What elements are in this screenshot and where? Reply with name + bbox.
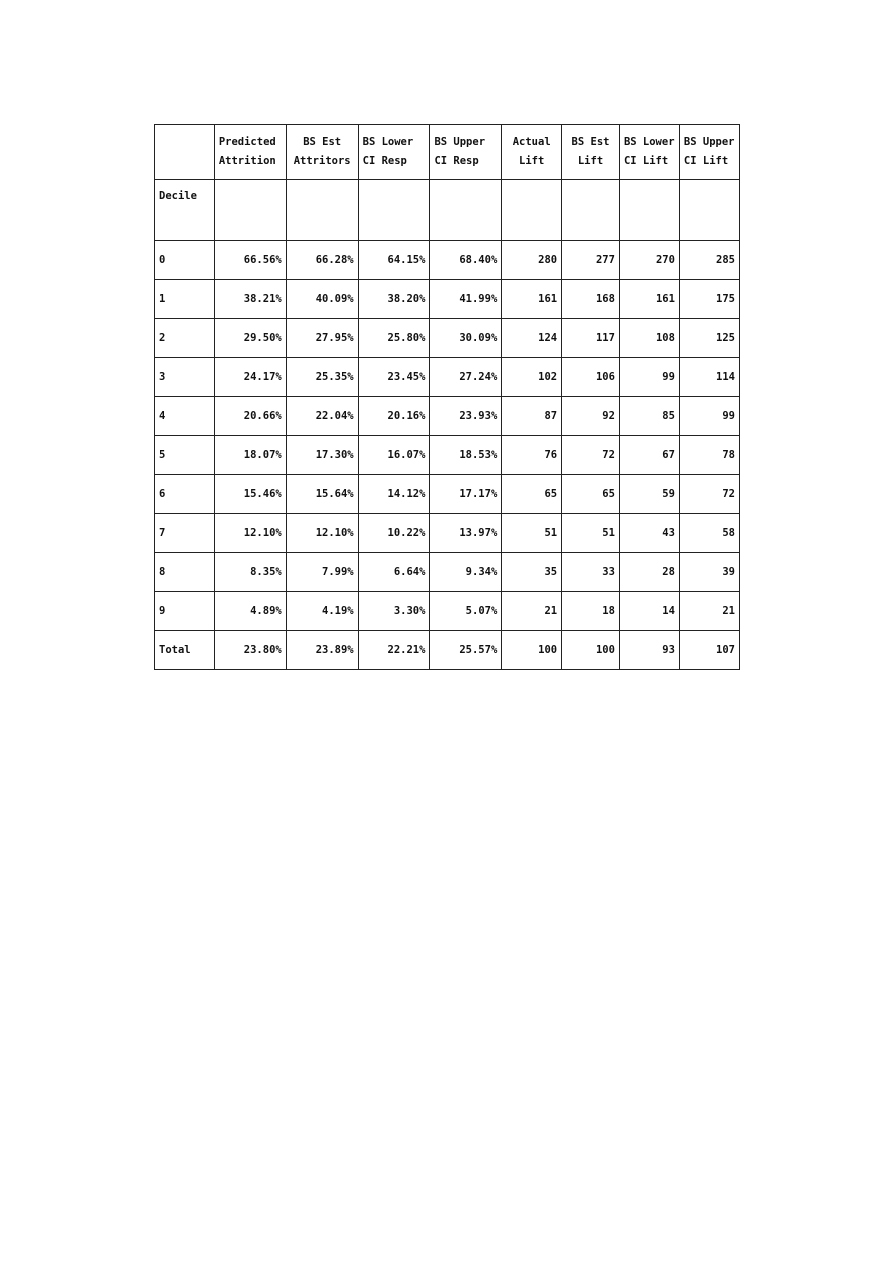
cell-bs-lower-ci-lift: 161	[619, 280, 679, 319]
cell-bs-upper-ci-resp: 68.40%	[430, 241, 502, 280]
empty-cell	[430, 180, 502, 241]
cell-bs-lower-ci-lift: 93	[619, 631, 679, 670]
cell-bs-upper-ci-resp: 9.34%	[430, 553, 502, 592]
cell-predicted-attrition: 18.07%	[214, 436, 286, 475]
cell-bs-lower-ci-resp: 10.22%	[358, 514, 430, 553]
cell-actual-lift: 280	[502, 241, 562, 280]
decile-lift-table	[154, 124, 740, 670]
cell-bs-lower-ci-resp: 14.12%	[358, 475, 430, 514]
header-cell-bs-upper-ci-resp: BS Upper CI Resp	[430, 125, 502, 180]
row-label: 2	[155, 319, 215, 358]
cell-actual-lift: 35	[502, 553, 562, 592]
cell-bs-lower-ci-lift: 85	[619, 397, 679, 436]
row-label: 5	[155, 436, 215, 475]
cell-bs-upper-ci-resp: 18.53%	[430, 436, 502, 475]
header-cell-bs-lower-ci-resp: BS Lower CI Resp	[358, 125, 430, 180]
cell-predicted-attrition: 23.80%	[214, 631, 286, 670]
cell-bs-lower-ci-lift: 99	[619, 358, 679, 397]
cell-actual-lift: 76	[502, 436, 562, 475]
cell-bs-lower-ci-lift: 270	[619, 241, 679, 280]
cell-bs-lower-ci-lift: 14	[619, 592, 679, 631]
cell-bs-upper-ci-resp: 27.24%	[430, 358, 502, 397]
header-cell-bs-upper-ci-lift: BS Upper CI Lift	[679, 125, 739, 180]
row-label: 7	[155, 514, 215, 553]
cell-bs-upper-ci-resp: 30.09%	[430, 319, 502, 358]
empty-cell	[214, 180, 286, 241]
cell-bs-lower-ci-resp: 64.15%	[358, 241, 430, 280]
table-row	[155, 631, 740, 670]
decile-label-row	[155, 180, 740, 241]
empty-cell	[562, 180, 620, 241]
header-cell-predicted-attrition: Predicted Attrition	[214, 125, 286, 180]
cell-predicted-attrition: 20.66%	[214, 397, 286, 436]
table-body	[155, 180, 740, 670]
cell-predicted-attrition: 29.50%	[214, 319, 286, 358]
row-label: 6	[155, 475, 215, 514]
table-row	[155, 280, 740, 319]
cell-bs-upper-ci-lift: 114	[679, 358, 739, 397]
cell-bs-lower-ci-resp: 20.16%	[358, 397, 430, 436]
empty-cell	[286, 180, 358, 241]
table-row	[155, 358, 740, 397]
cell-bs-est-attritors: 66.28%	[286, 241, 358, 280]
cell-bs-est-lift: 277	[562, 241, 620, 280]
decile-label: Decile	[155, 180, 215, 241]
cell-bs-lower-ci-resp: 3.30%	[358, 592, 430, 631]
table-row	[155, 514, 740, 553]
cell-bs-upper-ci-lift: 39	[679, 553, 739, 592]
cell-bs-est-attritors: 25.35%	[286, 358, 358, 397]
cell-bs-est-attritors: 40.09%	[286, 280, 358, 319]
cell-bs-upper-ci-resp: 17.17%	[430, 475, 502, 514]
cell-bs-est-attritors: 27.95%	[286, 319, 358, 358]
cell-bs-est-attritors: 23.89%	[286, 631, 358, 670]
cell-bs-upper-ci-resp: 23.93%	[430, 397, 502, 436]
cell-actual-lift: 161	[502, 280, 562, 319]
cell-bs-upper-ci-lift: 21	[679, 592, 739, 631]
cell-bs-est-attritors: 7.99%	[286, 553, 358, 592]
cell-bs-est-lift: 117	[562, 319, 620, 358]
cell-bs-upper-ci-resp: 41.99%	[430, 280, 502, 319]
header-cell-bs-est-lift: BS Est Lift	[562, 125, 620, 180]
cell-bs-lower-ci-resp: 23.45%	[358, 358, 430, 397]
row-label: 8	[155, 553, 215, 592]
empty-cell	[679, 180, 739, 241]
cell-bs-est-lift: 106	[562, 358, 620, 397]
cell-actual-lift: 51	[502, 514, 562, 553]
cell-bs-upper-ci-resp: 13.97%	[430, 514, 502, 553]
cell-predicted-attrition: 8.35%	[214, 553, 286, 592]
cell-bs-lower-ci-resp: 16.07%	[358, 436, 430, 475]
cell-bs-upper-ci-lift: 78	[679, 436, 739, 475]
empty-cell	[502, 180, 562, 241]
cell-predicted-attrition: 66.56%	[214, 241, 286, 280]
header-cell-bs-lower-ci-lift: BS Lower CI Lift	[619, 125, 679, 180]
cell-actual-lift: 87	[502, 397, 562, 436]
cell-actual-lift: 65	[502, 475, 562, 514]
cell-bs-upper-ci-lift: 125	[679, 319, 739, 358]
cell-predicted-attrition: 15.46%	[214, 475, 286, 514]
cell-bs-upper-ci-lift: 58	[679, 514, 739, 553]
cell-actual-lift: 100	[502, 631, 562, 670]
cell-bs-est-attritors: 17.30%	[286, 436, 358, 475]
table-row	[155, 475, 740, 514]
cell-bs-est-attritors: 4.19%	[286, 592, 358, 631]
row-label: 4	[155, 397, 215, 436]
cell-bs-est-lift: 18	[562, 592, 620, 631]
table-row	[155, 397, 740, 436]
cell-bs-upper-ci-lift: 285	[679, 241, 739, 280]
cell-bs-est-attritors: 22.04%	[286, 397, 358, 436]
table-header	[155, 125, 740, 180]
table-row	[155, 592, 740, 631]
empty-cell	[358, 180, 430, 241]
cell-bs-upper-ci-lift: 175	[679, 280, 739, 319]
row-label: 3	[155, 358, 215, 397]
row-label: 9	[155, 592, 215, 631]
table-row	[155, 319, 740, 358]
table-row	[155, 553, 740, 592]
cell-bs-est-lift: 65	[562, 475, 620, 514]
cell-bs-lower-ci-resp: 38.20%	[358, 280, 430, 319]
table-row	[155, 436, 740, 475]
cell-bs-est-lift: 168	[562, 280, 620, 319]
cell-actual-lift: 124	[502, 319, 562, 358]
header-cell-actual-lift: Actual Lift	[502, 125, 562, 180]
row-label: Total	[155, 631, 215, 670]
cell-predicted-attrition: 4.89%	[214, 592, 286, 631]
header-cell-bs-est-attritors: BS Est Attritors	[286, 125, 358, 180]
cell-bs-upper-ci-lift: 99	[679, 397, 739, 436]
cell-bs-upper-ci-lift: 107	[679, 631, 739, 670]
cell-actual-lift: 21	[502, 592, 562, 631]
cell-bs-est-lift: 72	[562, 436, 620, 475]
cell-bs-upper-ci-resp: 25.57%	[430, 631, 502, 670]
cell-bs-lower-ci-lift: 28	[619, 553, 679, 592]
cell-bs-upper-ci-lift: 72	[679, 475, 739, 514]
cell-bs-est-lift: 33	[562, 553, 620, 592]
row-label: 0	[155, 241, 215, 280]
cell-bs-lower-ci-lift: 59	[619, 475, 679, 514]
header-row	[155, 125, 740, 180]
cell-bs-lower-ci-lift: 108	[619, 319, 679, 358]
cell-bs-lower-ci-lift: 67	[619, 436, 679, 475]
cell-actual-lift: 102	[502, 358, 562, 397]
empty-cell	[619, 180, 679, 241]
cell-bs-upper-ci-resp: 5.07%	[430, 592, 502, 631]
cell-bs-lower-ci-resp: 25.80%	[358, 319, 430, 358]
cell-predicted-attrition: 38.21%	[214, 280, 286, 319]
row-label: 1	[155, 280, 215, 319]
cell-bs-est-attritors: 12.10%	[286, 514, 358, 553]
cell-bs-est-lift: 100	[562, 631, 620, 670]
table-row	[155, 241, 740, 280]
cell-bs-lower-ci-lift: 43	[619, 514, 679, 553]
cell-predicted-attrition: 24.17%	[214, 358, 286, 397]
cell-bs-est-lift: 92	[562, 397, 620, 436]
cell-predicted-attrition: 12.10%	[214, 514, 286, 553]
cell-bs-lower-ci-resp: 6.64%	[358, 553, 430, 592]
cell-bs-est-attritors: 15.64%	[286, 475, 358, 514]
cell-bs-lower-ci-resp: 22.21%	[358, 631, 430, 670]
header-cell-corner	[155, 125, 215, 180]
cell-bs-est-lift: 51	[562, 514, 620, 553]
